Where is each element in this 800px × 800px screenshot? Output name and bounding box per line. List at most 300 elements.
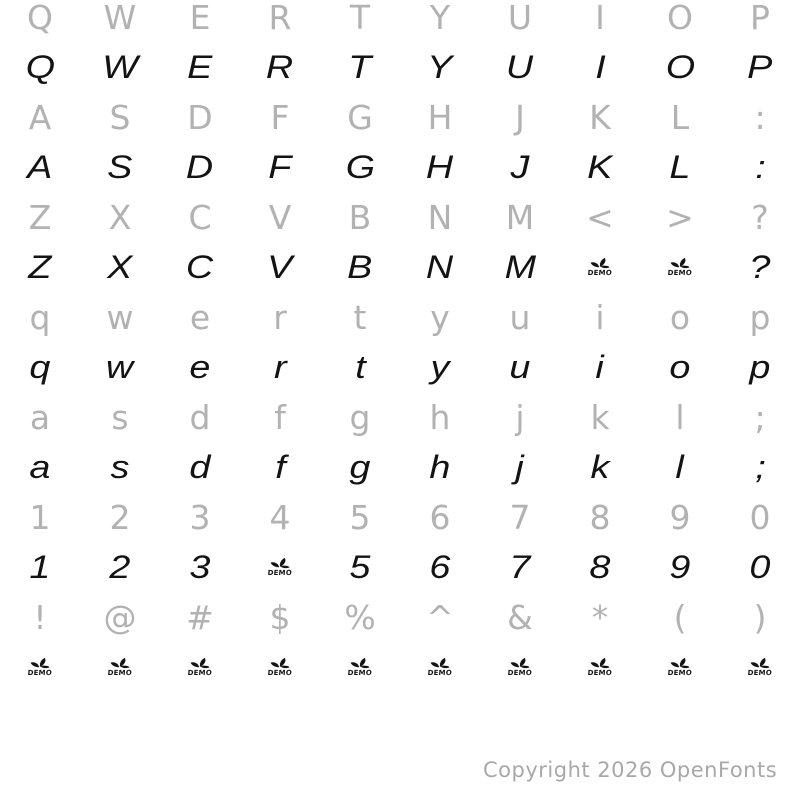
demo-font-glyph: R (266, 49, 294, 85)
glyph-cell (80, 192, 160, 242)
glyph-cell (160, 642, 240, 692)
glyph-cell (560, 242, 640, 292)
demo-marker-label: DEMO (747, 669, 773, 677)
glyph-cell (240, 192, 320, 242)
glyph-cell (480, 242, 560, 292)
demo-font-glyph: C (186, 249, 214, 285)
glyph-cell (160, 542, 240, 592)
glyph-cell (720, 92, 800, 142)
reference-glyph: Y (429, 0, 451, 37)
reference-glyph: K (589, 97, 611, 137)
demo-font-glyph: S (107, 149, 133, 185)
glyph-cell (160, 92, 240, 142)
glyph-cell (640, 492, 720, 542)
glyph-cell (400, 242, 480, 292)
demo-glyph-icon (587, 657, 613, 677)
reference-glyph: U (507, 0, 533, 37)
demo-marker-label: DEMO (267, 669, 293, 677)
reference-glyph: r (273, 297, 287, 337)
fleuron-icon (669, 257, 692, 269)
glyph-cell (0, 142, 80, 192)
reference-glyph: $ (269, 597, 291, 637)
glyph-cell (480, 142, 560, 192)
glyph-cell (0, 492, 80, 542)
glyph-cell (160, 192, 240, 242)
reference-glyph: & (507, 597, 533, 637)
glyph-cell (560, 142, 640, 192)
demo-marker-label: DEMO (667, 669, 693, 677)
glyph-cell (560, 642, 640, 692)
glyph-cell (320, 142, 400, 192)
demo-font-glyph: H (426, 149, 454, 185)
glyph-cell (400, 492, 480, 542)
demo-font-glyph: f (274, 449, 286, 485)
glyph-cell (640, 542, 720, 592)
glyph-cell (0, 542, 80, 592)
reference-glyph: i (595, 297, 605, 337)
demo-font-glyph: D (186, 149, 214, 185)
glyph-cell (0, 592, 80, 642)
reference-glyph: 3 (189, 497, 211, 537)
demo-font-glyph: w (106, 349, 134, 385)
specimen-row (0, 492, 800, 542)
reference-glyph: 1 (29, 497, 51, 537)
glyph-cell (320, 242, 400, 292)
demo-font-glyph: 8 (589, 549, 611, 585)
reference-glyph: 8 (589, 497, 611, 537)
demo-font-glyph: 9 (669, 549, 691, 585)
glyph-cell (240, 292, 320, 342)
glyph-cell (0, 242, 80, 292)
reference-glyph: S (109, 97, 131, 137)
demo-font-glyph: A (27, 149, 53, 185)
reference-glyph: B (348, 197, 372, 237)
glyph-cell (80, 442, 160, 492)
demo-font-glyph: N (426, 249, 454, 285)
glyph-cell (720, 592, 800, 642)
demo-marker-label: DEMO (507, 669, 533, 677)
demo-font-glyph: : (754, 149, 766, 185)
demo-font-glyph: M (504, 249, 536, 285)
glyph-cell (320, 542, 400, 592)
reference-glyph: ; (754, 397, 766, 437)
reference-glyph: I (595, 0, 605, 37)
demo-glyph-icon (507, 657, 533, 677)
glyph-cell (640, 392, 720, 442)
glyph-cell (320, 392, 400, 442)
reference-glyph: W (103, 0, 137, 37)
reference-glyph: 2 (109, 497, 131, 537)
demo-font-glyph: o (669, 349, 691, 385)
glyph-cell (640, 342, 720, 392)
demo-font-glyph: P (747, 49, 773, 85)
reference-glyph: ? (751, 197, 769, 237)
glyph-cell (80, 492, 160, 542)
reference-glyph: P (750, 0, 770, 37)
glyph-cell (80, 142, 160, 192)
glyph-cell (560, 442, 640, 492)
glyph-cell (0, 0, 80, 42)
glyph-cell (80, 542, 160, 592)
glyph-cell (320, 342, 400, 392)
demo-glyph-icon (267, 557, 293, 577)
demo-glyph-icon (587, 257, 613, 277)
glyph-cell (560, 192, 640, 242)
demo-glyph-icon (27, 657, 53, 677)
glyph-cell (160, 242, 240, 292)
glyph-cell (480, 292, 560, 342)
specimen-row (0, 592, 800, 642)
glyph-cell (720, 242, 800, 292)
demo-glyph-icon (187, 657, 213, 677)
glyph-cell (400, 442, 480, 492)
specimen-row (0, 392, 800, 442)
reference-glyph: G (347, 97, 373, 137)
reference-glyph: L (670, 97, 690, 137)
demo-marker-label: DEMO (107, 669, 133, 677)
demo-font-glyph: k (590, 449, 610, 485)
demo-glyph-icon (747, 657, 773, 677)
glyph-cell (480, 592, 560, 642)
reference-glyph: 9 (669, 497, 691, 537)
glyph-cell (640, 442, 720, 492)
reference-glyph: V (268, 197, 292, 237)
demo-font-glyph: p (749, 349, 771, 385)
demo-font-glyph: d (189, 449, 211, 485)
demo-marker-label: DEMO (667, 269, 693, 277)
glyph-cell (720, 142, 800, 192)
glyph-cell (560, 392, 640, 442)
glyph-cell (80, 642, 160, 692)
reference-glyph: u (509, 297, 531, 337)
demo-font-glyph: h (429, 449, 451, 485)
glyph-cell (160, 392, 240, 442)
reference-glyph: t (353, 297, 367, 337)
demo-font-glyph: E (187, 49, 213, 85)
reference-glyph: * (591, 597, 609, 637)
reference-glyph: 0 (749, 497, 771, 537)
demo-font-glyph: V (267, 249, 293, 285)
glyph-cell (240, 242, 320, 292)
demo-font-glyph: K (587, 149, 613, 185)
glyph-cell (720, 42, 800, 92)
reference-glyph: Q (27, 0, 53, 37)
demo-font-glyph: 5 (349, 549, 371, 585)
demo-font-glyph: r (273, 349, 287, 385)
demo-font-glyph: 1 (29, 549, 51, 585)
glyph-cell (480, 92, 560, 142)
glyph-cell (240, 142, 320, 192)
demo-font-glyph: 2 (109, 549, 131, 585)
demo-font-glyph: I (594, 49, 606, 85)
glyph-cell (160, 492, 240, 542)
reference-glyph: X (108, 197, 132, 237)
demo-marker-label: DEMO (187, 669, 213, 677)
glyph-cell (640, 592, 720, 642)
glyph-cell (400, 192, 480, 242)
reference-glyph: o (669, 297, 691, 337)
glyph-cell (720, 342, 800, 392)
specimen-row (0, 0, 800, 42)
demo-font-glyph: 6 (429, 549, 451, 585)
glyph-cell (80, 42, 160, 92)
glyph-cell (640, 292, 720, 342)
reference-glyph: e (189, 297, 211, 337)
reference-glyph: ! (33, 597, 47, 637)
reference-glyph: k (590, 397, 610, 437)
reference-glyph: % (344, 597, 376, 637)
glyph-cell (640, 242, 720, 292)
reference-glyph: M (505, 197, 535, 237)
glyph-cell (0, 342, 80, 392)
glyph-cell (480, 542, 560, 592)
glyph-cell (480, 0, 560, 42)
glyph-cell (560, 0, 640, 42)
glyph-cell (400, 292, 480, 342)
demo-glyph-icon (427, 657, 453, 677)
glyph-cell (0, 392, 80, 442)
demo-marker-label: DEMO (587, 669, 613, 677)
reference-glyph: w (106, 297, 134, 337)
glyph-cell (480, 342, 560, 392)
glyph-cell (80, 242, 160, 292)
reference-glyph: # (186, 597, 214, 637)
reference-glyph: f (274, 397, 286, 437)
demo-font-glyph: B (347, 249, 373, 285)
glyph-cell (320, 442, 400, 492)
demo-font-glyph: e (189, 349, 211, 385)
specimen-row (0, 92, 800, 142)
demo-font-glyph: a (29, 449, 51, 485)
glyph-cell (720, 492, 800, 542)
reference-glyph: A (28, 97, 52, 137)
glyph-cell (480, 192, 560, 242)
reference-glyph: 6 (429, 497, 451, 537)
glyph-cell (160, 342, 240, 392)
glyph-cell (240, 92, 320, 142)
demo-font-glyph: s (110, 449, 130, 485)
glyph-cell (400, 642, 480, 692)
reference-glyph: C (188, 197, 212, 237)
fleuron-icon (669, 657, 692, 669)
reference-glyph: ( (673, 597, 687, 637)
glyph-cell (720, 442, 800, 492)
reference-glyph: 7 (509, 497, 531, 537)
glyph-cell (160, 0, 240, 42)
glyph-cell (80, 0, 160, 42)
fleuron-icon (749, 657, 772, 669)
reference-glyph: p (749, 297, 771, 337)
reference-glyph: y (430, 297, 450, 337)
fleuron-icon (109, 657, 132, 669)
glyph-cell (160, 292, 240, 342)
reference-glyph: R (268, 0, 292, 37)
glyph-cell (720, 392, 800, 442)
demo-font-glyph: 0 (749, 549, 771, 585)
glyph-cell (160, 42, 240, 92)
reference-glyph: > (666, 197, 694, 237)
glyph-cell (0, 42, 80, 92)
fleuron-icon (269, 557, 292, 569)
glyph-cell (560, 492, 640, 542)
specimen-row (0, 442, 800, 492)
demo-font-glyph: T (348, 49, 372, 85)
demo-font-glyph: Q (25, 49, 55, 85)
glyph-cell (80, 292, 160, 342)
demo-font-glyph: L (669, 149, 691, 185)
glyph-cell (720, 642, 800, 692)
demo-font-glyph: Y (427, 49, 453, 85)
glyph-cell (400, 592, 480, 642)
glyph-cell (320, 292, 400, 342)
glyph-cell (80, 342, 160, 392)
glyph-cell (480, 42, 560, 92)
fleuron-icon (589, 257, 612, 269)
specimen-row (0, 142, 800, 192)
glyph-cell (640, 192, 720, 242)
fleuron-icon (509, 657, 532, 669)
glyph-cell (320, 92, 400, 142)
demo-font-glyph: 3 (189, 549, 211, 585)
glyph-cell (560, 292, 640, 342)
fleuron-icon (349, 657, 372, 669)
reference-glyph: j (515, 397, 525, 437)
glyph-cell (240, 642, 320, 692)
specimen-row (0, 542, 800, 592)
reference-glyph: h (429, 397, 451, 437)
fleuron-icon (189, 657, 212, 669)
glyph-cell (240, 492, 320, 542)
glyph-cell (0, 442, 80, 492)
demo-font-glyph: ; (754, 449, 766, 485)
demo-glyph-icon (347, 657, 373, 677)
fleuron-icon (29, 657, 52, 669)
reference-glyph: D (187, 97, 213, 137)
glyph-cell (0, 642, 80, 692)
demo-glyph-icon (667, 657, 693, 677)
demo-font-glyph: J (510, 149, 530, 185)
reference-glyph: 5 (349, 497, 371, 537)
demo-font-glyph: U (506, 49, 534, 85)
demo-font-glyph: W (102, 49, 138, 85)
reference-glyph: d (189, 397, 211, 437)
demo-font-glyph: t (354, 349, 366, 385)
reference-glyph: s (111, 397, 129, 437)
specimen-row (0, 292, 800, 342)
reference-glyph: q (29, 297, 51, 337)
reference-glyph: g (349, 397, 371, 437)
glyph-cell (240, 592, 320, 642)
glyph-cell (320, 592, 400, 642)
glyph-cell (560, 342, 640, 392)
copyright-text: Copyright 2026 OpenFonts (483, 758, 778, 782)
glyph-cell (160, 592, 240, 642)
demo-font-glyph: Z (28, 249, 52, 285)
reference-glyph: @ (103, 597, 137, 637)
reference-glyph: N (427, 197, 453, 237)
glyph-cell (320, 0, 400, 42)
reference-glyph: Z (28, 197, 52, 237)
demo-font-glyph: F (268, 149, 292, 185)
glyph-cell (0, 292, 80, 342)
glyph-cell (640, 142, 720, 192)
glyph-cell (320, 642, 400, 692)
glyph-cell (400, 142, 480, 192)
specimen-row (0, 242, 800, 292)
glyph-cell (480, 492, 560, 542)
demo-font-glyph: 7 (509, 549, 531, 585)
demo-glyph-icon (667, 257, 693, 277)
glyph-cell (80, 92, 160, 142)
glyph-cell (320, 42, 400, 92)
glyph-cell (480, 392, 560, 442)
glyph-cell (720, 292, 800, 342)
fleuron-icon (269, 657, 292, 669)
reference-glyph: l (675, 397, 685, 437)
glyph-cell (400, 42, 480, 92)
glyph-cell (400, 0, 480, 42)
glyph-cell (640, 42, 720, 92)
fleuron-icon (589, 657, 612, 669)
demo-font-glyph: i (595, 349, 605, 385)
glyph-cell (240, 342, 320, 392)
glyph-cell (240, 542, 320, 592)
glyph-cell (80, 392, 160, 442)
demo-marker-label: DEMO (587, 269, 613, 277)
demo-font-glyph: j (515, 449, 525, 485)
demo-font-glyph: q (29, 349, 51, 385)
demo-glyph-icon (267, 657, 293, 677)
reference-glyph: ) (753, 597, 767, 637)
glyph-cell (400, 342, 480, 392)
glyph-cell (80, 592, 160, 642)
glyph-cell (400, 392, 480, 442)
glyph-cell (560, 542, 640, 592)
glyph-cell (480, 642, 560, 692)
glyph-cell (640, 642, 720, 692)
glyph-cell (400, 542, 480, 592)
glyph-cell (160, 142, 240, 192)
reference-glyph: F (270, 97, 290, 137)
glyph-cell (240, 392, 320, 442)
reference-glyph: E (189, 0, 211, 37)
glyph-cell (0, 92, 80, 142)
glyph-cell (240, 0, 320, 42)
glyph-cell (640, 92, 720, 142)
specimen-row (0, 192, 800, 242)
demo-marker-label: DEMO (427, 669, 453, 677)
demo-font-glyph: u (509, 349, 531, 385)
demo-font-glyph: ? (749, 249, 771, 285)
glyph-cell (240, 42, 320, 92)
glyph-cell (560, 42, 640, 92)
reference-glyph: ^ (426, 597, 454, 637)
demo-marker-label: DEMO (27, 669, 53, 677)
demo-font-glyph: g (349, 449, 371, 485)
specimen-row (0, 42, 800, 92)
glyph-cell (720, 542, 800, 592)
glyph-cell (400, 92, 480, 142)
demo-font-glyph: G (345, 149, 375, 185)
reference-glyph: T (349, 0, 371, 37)
glyph-cell (0, 192, 80, 242)
demo-marker-label: DEMO (347, 669, 373, 677)
demo-font-glyph: l (675, 449, 685, 485)
demo-font-glyph: O (665, 49, 695, 85)
glyph-cell (560, 592, 640, 642)
reference-glyph: : (754, 97, 766, 137)
reference-glyph: H (427, 97, 453, 137)
